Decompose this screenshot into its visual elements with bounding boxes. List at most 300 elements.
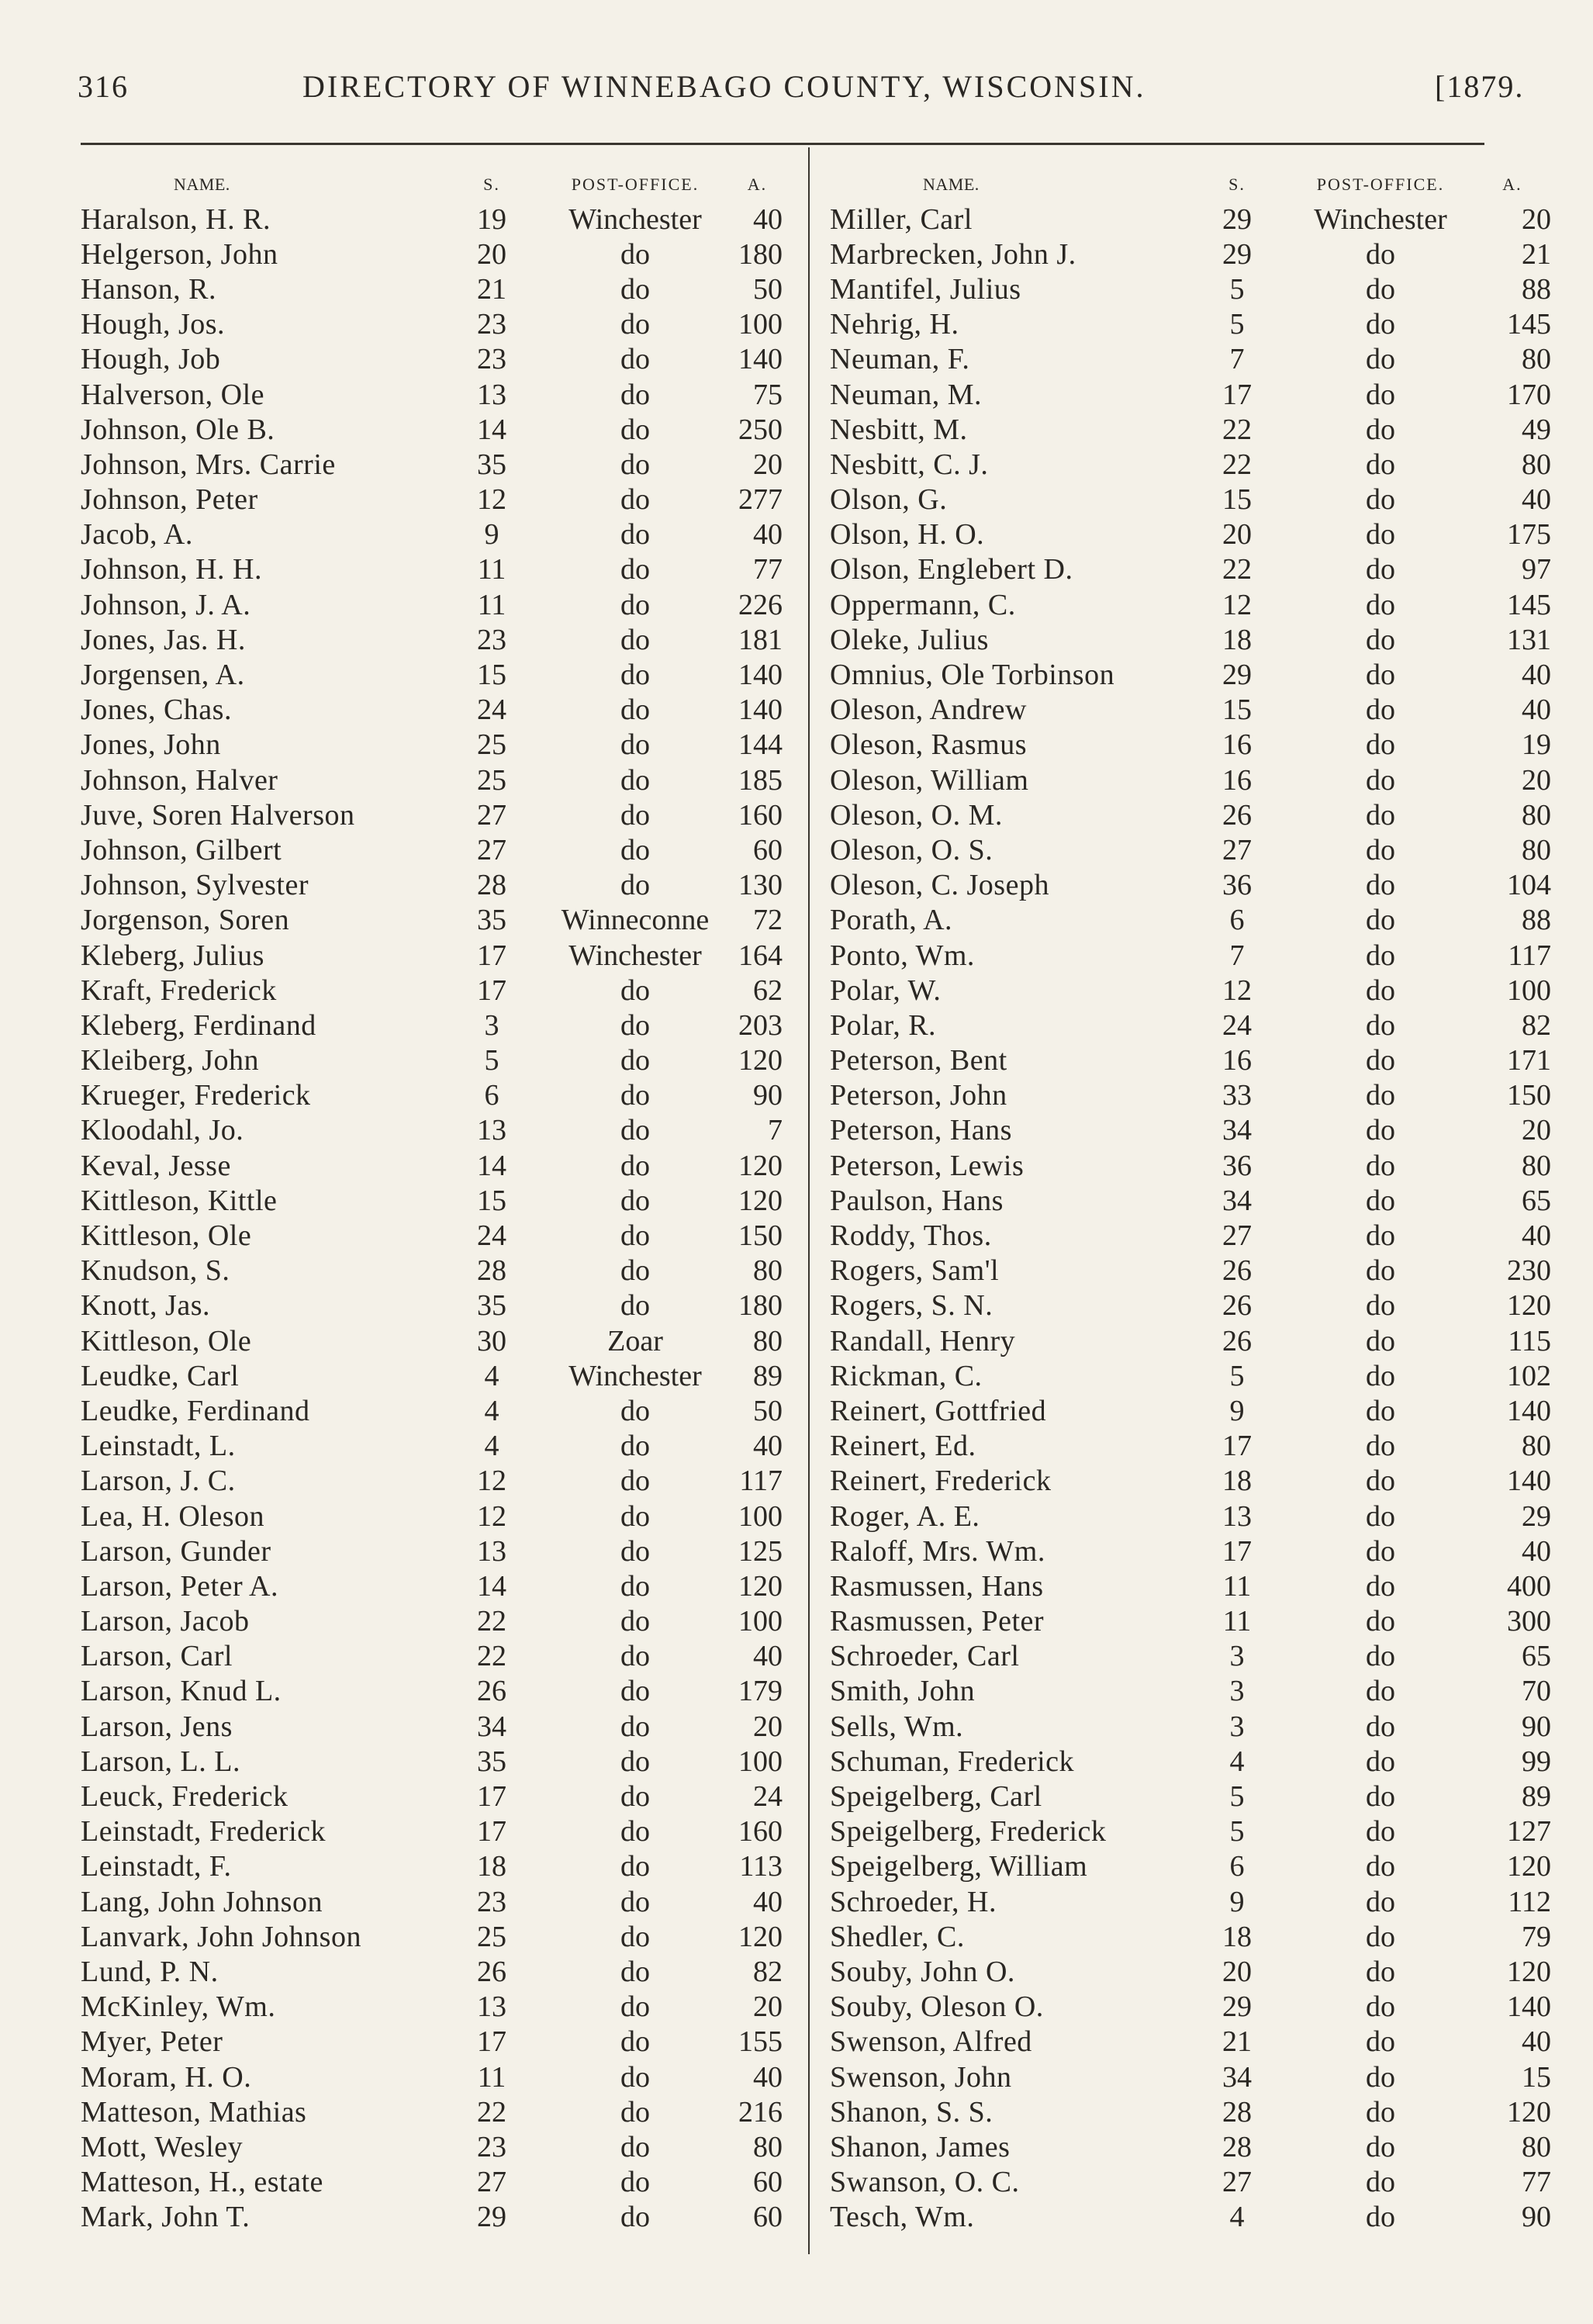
post-office: do <box>1366 2060 1395 2094</box>
section-number: 3 <box>1229 1675 1245 1708</box>
table-row <box>830 622 1551 657</box>
post-office: do <box>1366 1780 1395 1814</box>
section-number: 21 <box>477 272 506 306</box>
post-office: do <box>1366 1359 1395 1392</box>
acreage: 100 <box>738 1499 783 1533</box>
acreage: 80 <box>1522 2130 1551 2163</box>
post-office: do <box>1366 693 1395 727</box>
post-office: do <box>1366 659 1395 692</box>
acreage: 160 <box>738 1815 783 1848</box>
resident-name: Lang, John Johnson <box>81 1885 323 1918</box>
section-number: 4 <box>1229 2201 1245 2234</box>
resident-name: Lea, H. Oleson <box>81 1499 265 1533</box>
acreage: 185 <box>738 763 783 797</box>
table-row <box>830 307 1551 342</box>
section-number: 16 <box>1222 728 1252 762</box>
post-office: do <box>620 1465 650 1498</box>
acreage: 90 <box>1522 2201 1551 2234</box>
table-row <box>830 587 1551 622</box>
acreage: 20 <box>753 1710 783 1743</box>
section-number: 5 <box>484 1044 499 1077</box>
resident-name: Moram, H. O. <box>81 2060 252 2094</box>
post-office: do <box>620 1675 650 1708</box>
resident-name: Nesbitt, M. <box>830 413 968 446</box>
section-number: 35 <box>477 1745 506 1778</box>
table-row <box>81 797 783 832</box>
section-number: 5 <box>1229 272 1245 306</box>
table-row <box>81 1499 783 1534</box>
resident-name: Lanvark, John Johnson <box>81 1920 361 1953</box>
post-office: do <box>620 2201 650 2234</box>
section-number: 11 <box>477 553 506 586</box>
table-row <box>81 1534 783 1568</box>
table-row <box>81 1568 783 1603</box>
resident-name: Halverson, Ole <box>81 378 265 411</box>
section-number: 6 <box>1229 904 1245 937</box>
resident-name: Oppermann, C. <box>830 588 1016 621</box>
resident-name: Marbrecken, John J. <box>830 237 1076 271</box>
acreage: 226 <box>738 588 783 621</box>
section-number: 4 <box>484 1394 499 1427</box>
resident-name: Shedler, C. <box>830 1920 965 1953</box>
right-directory-column <box>830 168 1551 2235</box>
section-number: 34 <box>1222 1114 1252 1147</box>
post-office: Winneconne <box>561 904 710 937</box>
table-row <box>81 307 783 342</box>
resident-name: Myer, Peter <box>81 2025 223 2059</box>
acreage: 80 <box>753 1324 783 1357</box>
resident-name: Porath, A. <box>830 904 953 937</box>
resident-name: Sells, Wm. <box>830 1710 964 1743</box>
resident-name: Matteson, Mathias <box>81 2095 307 2129</box>
table-row <box>81 517 783 552</box>
resident-name: Oleson, C. Joseph <box>830 869 1049 902</box>
post-office: do <box>1366 833 1395 866</box>
acreage: 180 <box>738 237 783 271</box>
resident-name: Nehrig, H. <box>830 308 959 341</box>
resident-name: Smith, John <box>830 1675 976 1708</box>
section-number: 7 <box>1229 343 1245 376</box>
resident-name: Roddy, Thos. <box>830 1219 992 1253</box>
resident-name: Knott, Jas. <box>81 1289 210 1323</box>
table-row <box>81 2025 783 2059</box>
resident-name: Speigelberg, William <box>830 1850 1088 1883</box>
acreage: 203 <box>738 1008 783 1042</box>
section-number: 22 <box>1222 413 1252 446</box>
acreage: 300 <box>1507 1605 1551 1638</box>
section-number: 18 <box>477 1850 506 1883</box>
post-office: do <box>1366 1990 1395 2024</box>
resident-name: Jorgensen, A. <box>81 659 245 692</box>
acreage: 29 <box>1522 1499 1551 1533</box>
post-office: do <box>620 1710 650 1743</box>
resident-name: Kleberg, Julius <box>81 939 264 972</box>
acreage: 20 <box>1522 1114 1551 1147</box>
post-office: do <box>1366 1745 1395 1778</box>
table-row <box>830 1254 1551 1288</box>
section-number: 15 <box>477 1184 506 1217</box>
resident-name: Polar, W. <box>830 974 942 1007</box>
post-office: do <box>1366 974 1395 1007</box>
table-row <box>830 1358 1551 1393</box>
column-header <box>830 168 1551 202</box>
acreage: 40 <box>753 1640 783 1673</box>
resident-name: Reinert, Ed. <box>830 1430 976 1463</box>
header-post-office: POST-OFFICE. <box>1316 175 1445 194</box>
resident-name: Kraft, Frederick <box>81 974 277 1007</box>
section-number: 12 <box>1222 588 1252 621</box>
acreage: 120 <box>1507 1955 1551 1988</box>
acreage: 82 <box>1522 1008 1551 1042</box>
table-row <box>81 1148 783 1183</box>
resident-name: Randall, Henry <box>830 1324 1016 1357</box>
post-office: do <box>620 2166 650 2199</box>
acreage: 102 <box>1507 1359 1551 1392</box>
acreage: 80 <box>1522 1149 1551 1182</box>
section-number: 4 <box>484 1359 499 1392</box>
post-office: do <box>1366 2166 1395 2199</box>
post-office: do <box>620 1920 650 1953</box>
post-office: do <box>620 1885 650 1918</box>
resident-name: Kleiberg, John <box>81 1044 260 1077</box>
table-row <box>830 237 1551 271</box>
resident-name: McKinley, Wm. <box>81 1990 276 2024</box>
table-row <box>81 2059 783 2094</box>
acreage: 40 <box>1522 1219 1551 1253</box>
resident-name: Oleson, William <box>830 763 1029 797</box>
section-number: 17 <box>1222 1534 1252 1568</box>
acreage: 140 <box>1507 1394 1551 1427</box>
table-row <box>830 1990 1551 2025</box>
section-number: 20 <box>1222 518 1252 552</box>
acreage: 97 <box>1522 553 1551 586</box>
table-row <box>830 1674 1551 1709</box>
resident-name: Mantifel, Julius <box>830 272 1021 306</box>
table-row <box>81 2129 783 2164</box>
table-row <box>830 868 1551 903</box>
section-number: 28 <box>1222 2095 1252 2129</box>
acreage: 20 <box>1522 202 1551 236</box>
acreage: 75 <box>753 378 783 411</box>
table-row <box>81 1183 783 1218</box>
post-office: do <box>620 1254 650 1288</box>
acreage: 80 <box>753 1254 783 1288</box>
acreage: 50 <box>753 272 783 306</box>
resident-name: Jones, John <box>81 728 221 762</box>
post-office: Winchester <box>1314 202 1447 236</box>
post-office: do <box>620 2095 650 2129</box>
resident-name: Rickman, C. <box>830 1359 983 1392</box>
section-number: 16 <box>1222 1044 1252 1077</box>
section-number: 12 <box>477 1499 506 1533</box>
post-office: do <box>620 1394 650 1427</box>
table-row <box>81 1288 783 1323</box>
table-row <box>830 1639 1551 1674</box>
section-number: 4 <box>484 1430 499 1463</box>
acreage: 77 <box>1522 2166 1551 2199</box>
resident-name: Speigelberg, Carl <box>830 1780 1042 1814</box>
acreage: 80 <box>1522 1430 1551 1463</box>
post-office: Winchester <box>568 202 702 236</box>
acreage: 131 <box>1507 623 1551 656</box>
resident-name: Hough, Jos. <box>81 308 226 341</box>
acreage: 40 <box>1522 659 1551 692</box>
post-office: do <box>1366 1569 1395 1603</box>
table-row <box>830 1464 1551 1499</box>
section-number: 25 <box>477 728 506 762</box>
table-row <box>830 2129 1551 2164</box>
resident-name: Miller, Carl <box>830 202 973 236</box>
section-number: 36 <box>1222 869 1252 902</box>
resident-name: Schuman, Frederick <box>830 1745 1075 1778</box>
section-number: 23 <box>477 1885 506 1918</box>
acreage: 49 <box>1522 413 1551 446</box>
post-office: do <box>1366 343 1395 376</box>
post-office: do <box>1366 1850 1395 1883</box>
resident-name: Jones, Jas. H. <box>81 623 246 656</box>
acreage: 171 <box>1507 1044 1551 1077</box>
table-row <box>830 552 1551 587</box>
acreage: 112 <box>1508 1885 1551 1918</box>
section-number: 14 <box>477 1149 506 1182</box>
post-office: do <box>1366 1044 1395 1077</box>
table-row <box>81 1218 783 1253</box>
acreage: 77 <box>753 553 783 586</box>
acreage: 80 <box>1522 343 1551 376</box>
section-number: 7 <box>1229 939 1245 972</box>
table-row <box>830 482 1551 517</box>
acreage: 40 <box>753 1885 783 1918</box>
resident-name: Helgerson, John <box>81 237 278 271</box>
post-office: do <box>1366 904 1395 937</box>
post-office: do <box>1366 1254 1395 1288</box>
section-number: 27 <box>477 833 506 866</box>
acreage: 104 <box>1507 869 1551 902</box>
resident-name: Haralson, H. R. <box>81 202 271 236</box>
resident-name: Schroeder, H. <box>830 1885 997 1918</box>
resident-name: Johnson, Peter <box>81 483 258 517</box>
post-office: do <box>620 1430 650 1463</box>
resident-name: Larson, Carl <box>81 1640 233 1673</box>
section-number: 13 <box>477 1534 506 1568</box>
resident-name: Peterson, Lewis <box>830 1149 1025 1182</box>
section-number: 22 <box>1222 448 1252 481</box>
resident-name: Larson, Gunder <box>81 1534 271 1568</box>
section-number: 6 <box>484 1079 499 1112</box>
section-number: 3 <box>1229 1710 1245 1743</box>
post-office: do <box>1366 553 1395 586</box>
resident-name: Rasmussen, Hans <box>830 1569 1044 1603</box>
resident-name: Jones, Chas. <box>81 693 232 727</box>
acreage: 40 <box>1522 693 1551 727</box>
section-number: 25 <box>477 1920 506 1953</box>
section-number: 11 <box>477 2060 506 2094</box>
acreage: 90 <box>1522 1710 1551 1743</box>
acreage: 120 <box>1507 2095 1551 2129</box>
table-row <box>81 342 783 377</box>
resident-name: Johnson, Mrs. Carrie <box>81 448 336 481</box>
resident-name: Nesbitt, C. J. <box>830 448 989 481</box>
post-office: do <box>1366 237 1395 271</box>
resident-name: Oleson, O. M. <box>830 798 1003 832</box>
post-office: do <box>620 1114 650 1147</box>
resident-name: Juve, Soren Halverson <box>81 798 355 832</box>
table-row <box>830 1814 1551 1849</box>
resident-name: Tesch, Wm. <box>830 2201 975 2234</box>
section-number: 27 <box>1222 833 1252 866</box>
post-office: do <box>1366 623 1395 656</box>
acreage: 90 <box>753 1079 783 1112</box>
table-row <box>81 2200 783 2235</box>
section-number: 12 <box>1222 974 1252 1007</box>
section-number: 3 <box>1229 1640 1245 1673</box>
post-office: do <box>620 2060 650 2094</box>
post-office: do <box>620 1499 650 1533</box>
acreage: 155 <box>738 2025 783 2059</box>
resident-name: Olson, Englebert D. <box>830 553 1073 586</box>
post-office: do <box>1366 1114 1395 1147</box>
acreage: 144 <box>738 728 783 762</box>
table-row <box>81 1709 783 1744</box>
table-row <box>830 2059 1551 2094</box>
acreage: 150 <box>1507 1079 1551 1112</box>
resident-name: Kloodahl, Jo. <box>81 1114 244 1147</box>
table-row <box>81 1849 783 1884</box>
acreage: 80 <box>1522 833 1551 866</box>
resident-name: Olson, G. <box>830 483 948 517</box>
acreage: 24 <box>753 1780 783 1814</box>
resident-name: Ponto, Wm. <box>830 939 975 972</box>
section-number: 9 <box>484 518 499 552</box>
section-number: 9 <box>1229 1885 1245 1918</box>
acreage: 100 <box>738 308 783 341</box>
acreage: 140 <box>738 693 783 727</box>
section-number: 21 <box>1222 2025 1252 2059</box>
table-row <box>830 271 1551 306</box>
section-number: 19 <box>477 202 506 236</box>
post-office: do <box>620 2025 650 2059</box>
table-row <box>830 1884 1551 1919</box>
section-number: 27 <box>477 798 506 832</box>
post-office: do <box>1366 939 1395 972</box>
section-number: 12 <box>477 1465 506 1498</box>
resident-name: Matteson, H., estate <box>81 2166 323 2199</box>
resident-name: Paulson, Hans <box>830 1184 1004 1217</box>
resident-name: Schroeder, Carl <box>830 1640 1020 1673</box>
table-row <box>830 1919 1551 1954</box>
section-number: 13 <box>477 378 506 411</box>
resident-name: Swenson, Alfred <box>830 2025 1032 2059</box>
resident-name: Raloff, Mrs. Wm. <box>830 1534 1045 1568</box>
section-number: 23 <box>477 343 506 376</box>
table-row <box>81 1954 783 1989</box>
section-number: 35 <box>477 448 506 481</box>
column-divider <box>808 147 810 2254</box>
post-office: do <box>620 833 650 866</box>
table-row <box>830 1288 1551 1323</box>
resident-name: Johnson, Ole B. <box>81 413 275 446</box>
post-office: do <box>1366 1324 1395 1357</box>
acreage: 40 <box>753 2060 783 2094</box>
section-number: 26 <box>477 1955 506 1988</box>
acreage: 140 <box>738 659 783 692</box>
post-office: do <box>620 1149 650 1182</box>
table-row <box>81 622 783 657</box>
post-office: do <box>620 623 650 656</box>
section-number: 15 <box>477 659 506 692</box>
table-row <box>830 2025 1551 2059</box>
section-number: 18 <box>1222 1465 1252 1498</box>
page-header <box>0 68 1593 115</box>
acreage: 60 <box>753 833 783 866</box>
section-number: 35 <box>477 1289 506 1323</box>
section-number: 17 <box>477 1780 506 1814</box>
post-office: do <box>620 1780 650 1814</box>
section-number: 24 <box>477 693 506 727</box>
resident-name: Reinert, Frederick <box>830 1465 1052 1498</box>
acreage: 40 <box>1522 2025 1551 2059</box>
resident-name: Shanon, S. S. <box>830 2095 993 2129</box>
table-row <box>830 903 1551 938</box>
table-row <box>81 2094 783 2129</box>
section-number: 11 <box>477 588 506 621</box>
post-office: do <box>620 1289 650 1323</box>
section-number: 26 <box>477 1675 506 1708</box>
post-office: do <box>620 1534 650 1568</box>
acreage: 164 <box>738 939 783 972</box>
post-office: do <box>620 448 650 481</box>
acreage: 80 <box>753 2130 783 2163</box>
post-office: do <box>1366 1079 1395 1112</box>
post-office: do <box>1366 2201 1395 2234</box>
section-number: 27 <box>1222 2166 1252 2199</box>
section-number: 11 <box>1222 1605 1252 1638</box>
section-number: 17 <box>477 974 506 1007</box>
post-office: do <box>1366 1534 1395 1568</box>
section-number: 4 <box>1229 1745 1245 1778</box>
acreage: 160 <box>738 798 783 832</box>
acreage: 181 <box>738 623 783 656</box>
table-row <box>81 938 783 973</box>
table-row <box>81 903 783 938</box>
table-row <box>81 237 783 271</box>
acreage: 145 <box>1507 588 1551 621</box>
section-number: 17 <box>477 2025 506 2059</box>
acreage: 79 <box>1522 1920 1551 1953</box>
post-office: do <box>1366 1394 1395 1427</box>
section-number: 29 <box>477 2201 506 2234</box>
post-office: do <box>1366 1499 1395 1533</box>
resident-name: Polar, R. <box>830 1008 937 1042</box>
acreage: 130 <box>738 869 783 902</box>
acreage: 125 <box>738 1534 783 1568</box>
section-number: 5 <box>1229 308 1245 341</box>
acreage: 62 <box>753 974 783 1007</box>
acreage: 88 <box>1522 904 1551 937</box>
post-office: do <box>1366 798 1395 832</box>
post-office: do <box>1366 1675 1395 1708</box>
acreage: 175 <box>1507 518 1551 552</box>
post-office: do <box>620 1044 650 1077</box>
resident-name: Johnson, Gilbert <box>81 833 282 866</box>
table-row <box>830 657 1551 692</box>
table-row <box>81 1814 783 1849</box>
resident-name: Peterson, John <box>830 1079 1007 1112</box>
header-name: NAME. <box>174 175 230 194</box>
acreage: 50 <box>753 1394 783 1427</box>
section-number: 24 <box>1222 1008 1252 1042</box>
acreage: 250 <box>738 413 783 446</box>
